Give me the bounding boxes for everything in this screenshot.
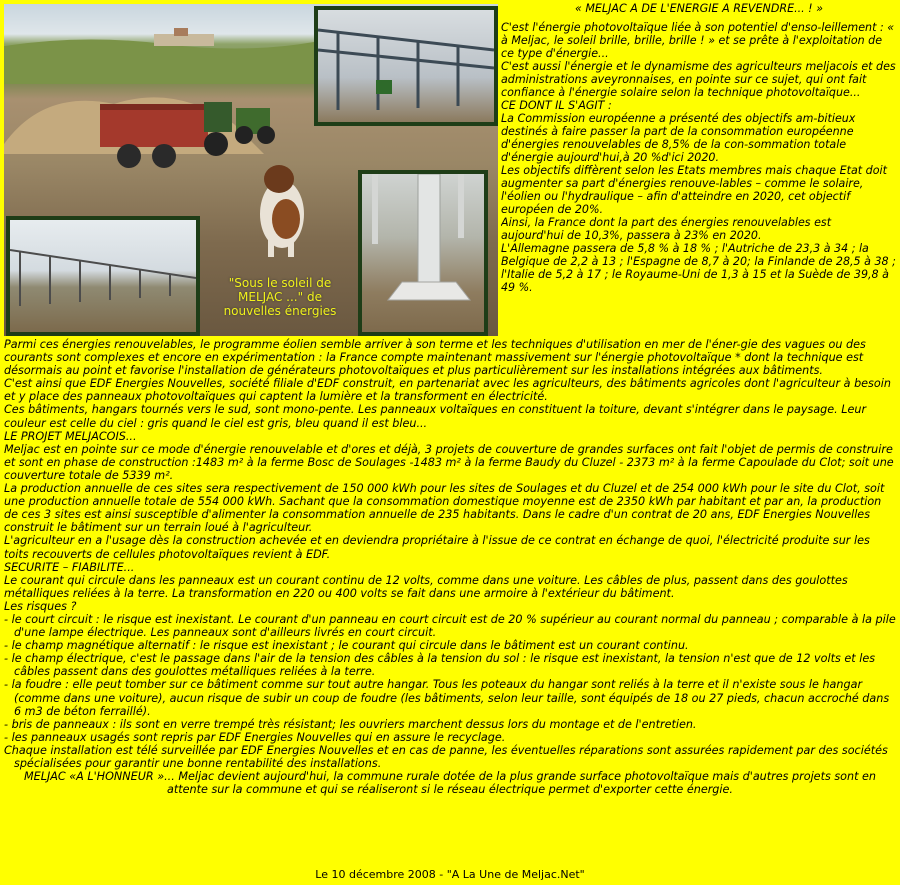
steel-frame-illustration <box>318 10 494 122</box>
body-paragraph: Le courant qui circule dans les panneaux est un courant continu de 12 volts, comme dans une voiture. Les câbles de plus, passent dans des goulottes métalliques reliées à la terre. La transformation en 220 ou 400 volts se fait dans une armoire à l'extérieur du bâtiment. <box>4 573 848 600</box>
intro-column <box>501 2 897 338</box>
intro-paragraph: L'Allemagne passera de 5,8 % à 18 % ; l'Autriche de 23,3 à 34 ; la Belgique de 2,2 à 13 ; l'Espagne de 8,7 à 20; la Finlande de 28,5 à 38 ; l'Italie de 5,2 à 17 ; le Royaume-Uni de 1,3 à 15 et la Suède de 39,8 à 49 %. <box>501 242 896 294</box>
risk-item: - la foudre : elle peut tomber sur ce bâtiment comme sur tout autre hangar. Tous les poteaux du hangar sont reliés à la terre et il n'existe sous le hangar (comme dans une voiture), aucun risque de subir un coup de foudre (les bâtiments, selon leur taille, sont équipés de 18 ou 27 pieds, chacun accroché dans 6 m3 de béton ferraillé). <box>4 678 890 718</box>
closing-paragraph: MELJAC «A L'HONNEUR »... Meljac devient aujourd'hui, la commune rurale dotée de la plus grande surface photovoltaïque mais d'autres projets sont en attente sur la commune et qui se réaliseront si le réseau électrique permet d'exporter cette énergie. <box>23 770 877 797</box>
caption-line: nouvelles énergies <box>223 304 337 318</box>
section-heading: CE DONT IL S'AGIT : <box>501 99 612 112</box>
intro-paragraph: Les objectifs diffèrent selon les Etats membres mais chaque Etat doit augmenter sa part d'énergies renouve-lables – comme le solaire, l'éolien ou l'hydraulique – afin d'atteindre en 2020, cet objectif européen de 20%. <box>501 164 887 216</box>
steel-post-photo <box>358 170 488 336</box>
intro-paragraph: La Commission européenne a présenté des objectifs am-bitieux destinés à faire passer la part de la consommation européenne d'énergies renouvelables de 8,5% de la con-sommation totale d'énergie aujourd'hui,à 20 %d'ici 2020. <box>501 112 856 164</box>
hangar-row-illustration <box>10 220 196 332</box>
photo-caption <box>202 274 358 336</box>
section-heading: Les risques ? <box>4 599 77 613</box>
risk-item: - bris de panneaux : ils sont en verre trempé très résistant; les ouvriers marchent dessus lors du montage et de l'entretien. <box>4 717 697 731</box>
risk-item: - les panneaux usagés sont repris par EDF Energies Nouvelles qui en assure le recyclage. <box>4 730 506 744</box>
article-body <box>4 338 896 866</box>
body-paragraph: Parmi ces énergies renouvelables, le programme éolien semble arriver à son terme et les techniques d'utilisation en mer de l'éner-gie des vagues ou des courants sont complexes et encore en expérimentation : la France compte maintenant massivement sur l'énergie photovoltaïque * dont la technique est désormais au point et favorise l'installation de générateurs photovoltaïques et plus particulièrement sur les installations intégrées aux bâtiments. <box>4 338 866 378</box>
caption-line: MELJAC ..." de <box>238 290 322 304</box>
intro-paragraph: C'est l'énergie photovoltaïque liée à son potentiel d'enso-leillement : « à Meljac, le soleil brille, brille, brille ! » et se prête à l'exploitation de ce type d'énergie... <box>501 21 895 60</box>
section-heading: LE PROJET MELJACOIS... <box>4 429 137 443</box>
closing-paragraph: Chaque installation est télé surveillée par EDF Energies Nouvelles et en cas de panne, les éventuelles réparations sont assurées rapidement par des sociétés spécialisées pour garantir une bonne rentabilité des installations. <box>4 743 888 770</box>
risk-item: - le champ magnétique alternatif : le risque est inexistant ; le courant qui circule dans le bâtiment est un courant continu. <box>4 639 689 653</box>
body-paragraph: L'agriculteur en a l'usage dès la construction achevée et en deviendra propriétaire à l'issue de ce contrat en échange de quoi, l'électricité produite sur les toits recouverts de cellules photovoltaïques revient à EDF. <box>4 534 870 561</box>
body-paragraph: Ces bâtiments, hangars tournés vers le sud, sont mono-pente. Les panneaux voltaïques en constituent la toiture, devant s'intégrer dans le paysage. Leur couleur est celle du ciel : gris quand le ciel est gris, bleu quand il est bleu... <box>4 403 867 430</box>
body-paragraph: C'est ainsi que EDF Energies Nouvelles, société filiale d'EDF construit, en partenariat avec les agriculteurs, des bâtiments agricoles dont l'agriculteur à besoin et y place des panneaux photovoltaïques qui captent la lumière et la transforment en électricité. <box>4 377 891 404</box>
risk-item: - le champ électrique, c'est le passage dans l'air de la tension des câbles à la tension du sol : le risque est inexistant, la tension n'est que de 12 volts et les câbles passent dans des goulottes métalliques reliées à la terre. <box>4 652 876 679</box>
body-paragraph: La production annuelle de ces sites sera respectivement de 150 000 kWh pour les sites de Soulages et du Cluzel et de 254 000 kWh pour le site du Clot, soit une production annuelle totale de 554 000 kWh. Sachant que la consommation domestique moyenne est de 2350 kWh par habitant et par an, la production de ces 3 sites est ainsi susceptible d'alimenter la consommation annuelle de 235 habitants. Dans le cadre d'un contrat de 20 ans, EDF Energies Nouvelles construit le bâtiment sur un terrain loué à l'agriculteur. <box>4 482 885 535</box>
article-title: « MELJAC A DE L'ENERGIE A REVENDRE... ! » <box>574 2 824 15</box>
footer-date: Le 10 décembre 2008 - "A La Une de Meljac.Net" <box>315 868 585 881</box>
caption-line: "Sous le soleil de <box>228 276 332 290</box>
intro-paragraph: Ainsi, la France dont la part des énergies renouvelables est aujourd'hui de 10,3%, passera à 23% en 2020. <box>501 216 832 242</box>
risk-item: - le court circuit : le risque est inexistant. Le courant d'un panneau en court circuit est de 20 % supérieur au courant normal du panneau ; comparable à la pile d'une lampe électrique. Les panneaux sont d'ailleurs livrés en court circuit. <box>4 612 896 640</box>
hangar-frame-photo <box>314 6 498 126</box>
section-heading: SECURITE – FIABILITE... <box>4 560 135 574</box>
intro-paragraph: C'est aussi l'énergie et le dynamisme des agriculteurs meljacois et des administrations aveyronnaises, en pointe sur ce sujet, qui ont fait confiance à l'énergie solaire selon la technique photovoltaïque... <box>501 60 896 99</box>
hangar-field-photo <box>6 216 200 336</box>
photo-collage <box>4 4 498 336</box>
body-paragraph: Meljac est en pointe sur ce mode d'énergie renouvelable et d'ores et déjà, 3 projets de couverture de grandes surfaces ont fait l'objet de permis de construire et sont en phase de construction :1483 m² à la ferme Bosc de Soulages -1483 m² à la ferme Baudy du Cluzel - 2373 m² à la ferme Capoulade du Clot; soit une couverture totale de 5339 m². <box>4 442 894 482</box>
steel-post-illustration <box>362 174 484 332</box>
